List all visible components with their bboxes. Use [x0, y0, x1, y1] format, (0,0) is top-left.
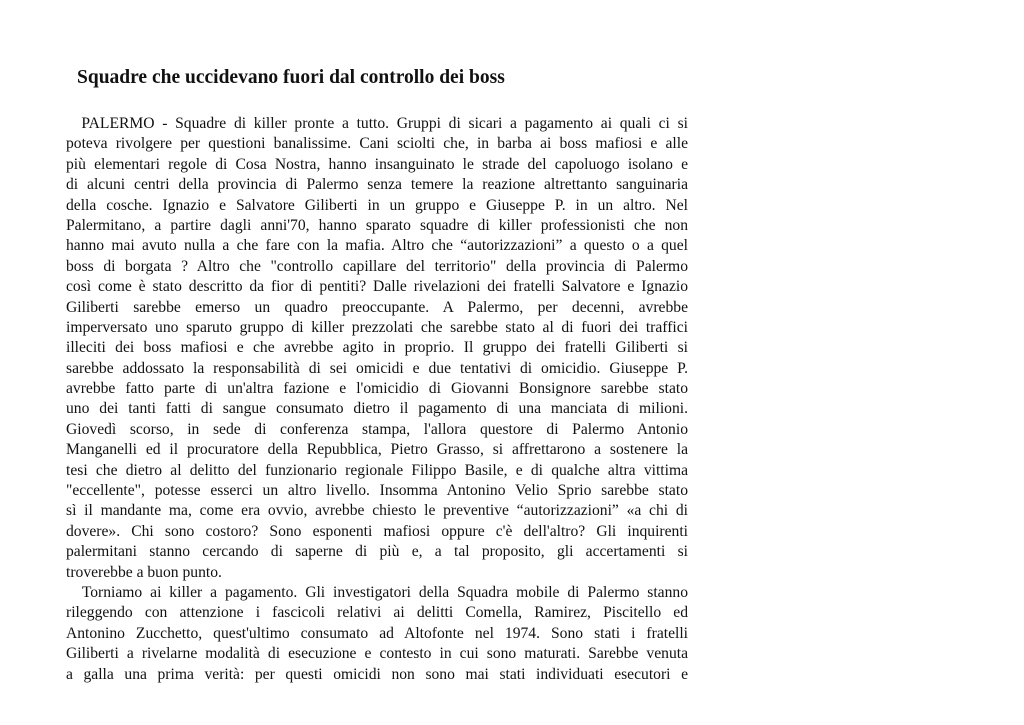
article-line: a galla una prima verità: per questi omicidi non sono mai stati individuati esecutori e [66, 665, 688, 683]
article-body [66, 114, 688, 685]
article-line: Giliberti sarebbe emerso un quadro preoccupante. A Palermo, per decenni, avrebbe [66, 298, 688, 316]
article-line: della cosche. Ignazio e Salvatore Giliberti in un gruppo e Giuseppe P. in un altro. Nel [66, 196, 688, 214]
article-line: "eccellente", potesse esserci un altro livello. Insomma Antonino Velio Sprio sarebbe stato [66, 482, 688, 500]
article-line: Manganelli ed il procuratore della Repubblica, Pietro Grasso, si affrettarono a sostenere la [66, 441, 688, 459]
article-line: palermitani stanno cercando di saperne di più e, a tal proposito, gli accertamenti si [66, 543, 688, 561]
article-line: troverebbe a buon punto. [66, 563, 222, 581]
article-line: Giovedì scorso, in sede di conferenza stampa, l'allora questore di Palermo Antonio [66, 420, 688, 438]
article-line: PALERMO - Squadre di killer pronte a tutto. Gruppi di sicari a pagamento ai quali ci si [66, 115, 688, 132]
article-line: boss di borgata ? Altro che "controllo capillare del territorio" della provincia di Palermo [66, 257, 688, 275]
article-line: avrebbe fatto parte di un'altra fazione e l'omicidio di Giovanni Bonsignore sarebbe stato [66, 380, 688, 398]
article-line: hanno mai avuto nulla a che fare con la mafia. Altro che “autorizzazioni” a questo o a quel [66, 237, 688, 255]
article-line: illeciti dei boss mafiosi e che avrebbe agito in proprio. Il gruppo dei fratelli Giliberti si [66, 339, 688, 357]
article-line: sì il mandante ma, come era ovvio, avrebbe chiesto le preventive “autorizzazioni” «a chi di [66, 502, 688, 520]
article-line: poteva rivolgere per questioni banalissime. Cani sciolti che, in barba ai boss mafiosi e alle [66, 135, 688, 153]
article-line: imperversato uno sparuto gruppo di killer prezzolati che sarebbe stato al di fuori dei traffici [66, 318, 688, 336]
article-line: dovere». Chi sono costoro? Sono esponenti mafiosi oppure c'è dell'altro? Gli inquirenti [66, 522, 688, 540]
article-line: Antonino Zucchetto, quest'ultimo consumato ad Altofonte nel 1974. Sono stati i fratelli [66, 624, 688, 642]
article-line: Palermitano, a partire dagli anni'70, hanno sparato squadre di killer professionisti che non [66, 216, 688, 234]
article-line: rileggendo con attenzione i fascicoli relativi ai delitti Comella, Ramirez, Piscitello ed [66, 604, 688, 622]
article-line: sarebbe addossato la responsabilità di sei omicidi e due tentativi di omicidio. Giuseppe P. [66, 359, 688, 377]
article-title: Squadre che uccidevano fuori dal controllo dei boss [77, 67, 505, 88]
article-line: uno dei tanti fatti di sangue consumato dietro il pagamento di una manciata di milioni. [66, 400, 688, 418]
article-line: così come è stato descritto da fior di pentiti? Dalle rivelazioni dei fratelli Salvatore e Ignazio [66, 278, 688, 296]
article-line: Torniamo ai killer a pagamento. Gli investigatori della Squadra mobile di Palermo stanno [66, 583, 688, 601]
article-line: di alcuni centri della provincia di Palermo senza temere la reazione altrettanto sanguinaria [66, 176, 688, 194]
article-line: Giliberti a rivelarne modalità di esecuzione e contesto in cui sono maturati. Sarebbe venuta [66, 645, 688, 663]
article-line: più elementari regole di Cosa Nostra, hanno insanguinato le strade del capoluogo isolano e [66, 155, 688, 173]
article-line: tesi che dietro al delitto del funzionario regionale Filippo Basile, e di qualche altra vittima [66, 461, 688, 479]
